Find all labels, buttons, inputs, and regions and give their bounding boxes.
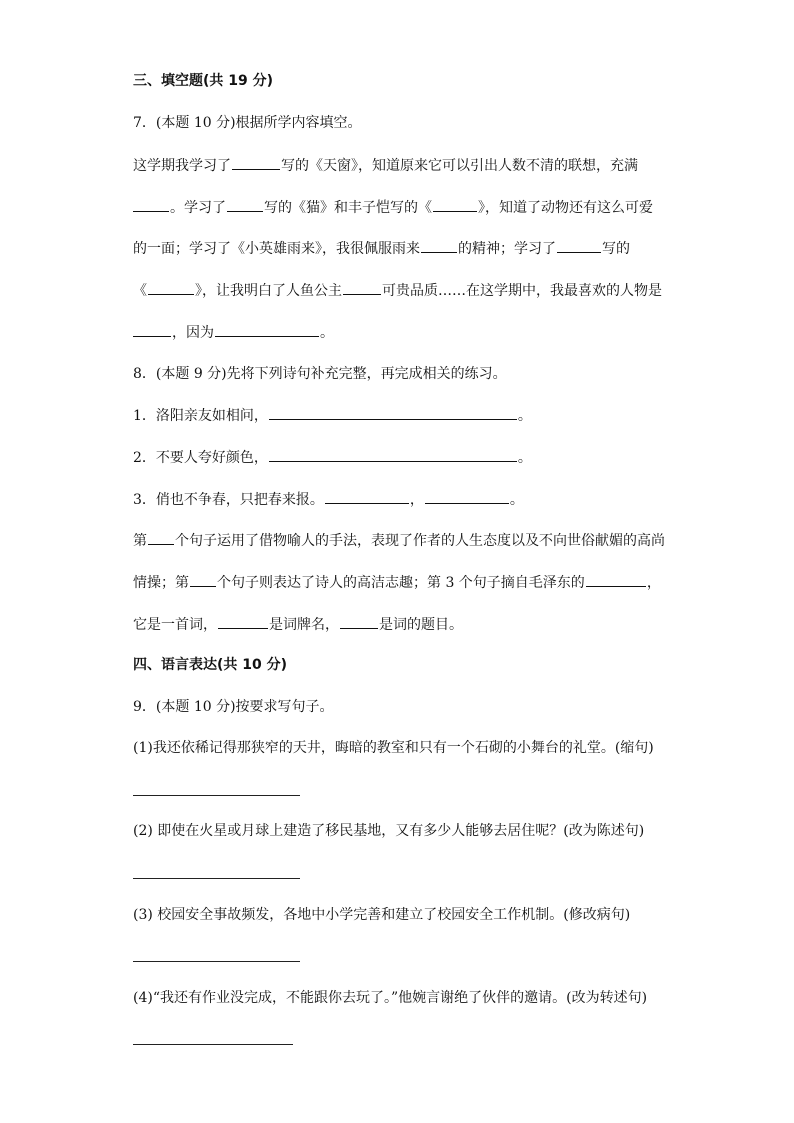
q9-item-4: (4)“我还有作业没完成，不能跟你去玩了。”他婉言谢绝了伙伴的邀请。(改为转述句) [133, 990, 648, 1006]
answer-line-3[interactable] [133, 961, 300, 962]
text: 。 [517, 408, 532, 424]
text: 。学习了 [170, 200, 226, 216]
q8-line-2 [133, 572, 661, 593]
text: 写的《猫》和丰子恺写的《 [264, 200, 432, 216]
text: 第 [133, 533, 147, 549]
text: 2．不要人夸好颜色， [133, 450, 268, 466]
text: 》，让我明白了人鱼公主 [195, 283, 342, 299]
blank[interactable] [133, 322, 171, 337]
text: 的一面；学习了《小英雄雨来》，我很佩服雨来 [133, 241, 420, 257]
q8-line-1 [133, 530, 665, 551]
blank[interactable] [232, 155, 280, 170]
q7-line-5 [133, 322, 334, 343]
text: 情操；第 [133, 575, 189, 591]
answer-line-1[interactable] [133, 795, 300, 796]
blank[interactable] [148, 280, 194, 295]
q7-line-1 [133, 155, 638, 176]
blank[interactable] [218, 614, 268, 629]
text: 。 [320, 325, 334, 341]
section-4-title: 四、语言表达(共 10 分) [133, 657, 288, 673]
blank[interactable] [425, 489, 509, 504]
blank[interactable] [148, 530, 174, 545]
answer-line-2[interactable] [133, 878, 300, 879]
blank[interactable] [433, 197, 477, 212]
q8-poem-1 [133, 405, 532, 426]
blank[interactable] [133, 197, 169, 212]
blank[interactable] [421, 238, 457, 253]
section-3-title: 三、填空题(共 19 分) [133, 73, 274, 89]
text: ，因为 [172, 325, 214, 341]
blank[interactable] [227, 197, 263, 212]
q9-heading: 9．(本题 10 分)按要求写句子。 [133, 699, 334, 715]
text: 。 [517, 450, 532, 466]
text: 。 [509, 492, 524, 508]
text: 是词的题目。 [379, 617, 463, 633]
text: 是词牌名， [269, 617, 339, 633]
q9-item-2: (2) 即使在火星或月球上建造了移民基地，又有多少人能够去居住呢？(改为陈述句) [133, 823, 645, 839]
text: 1．洛阳亲友如相问， [133, 408, 268, 424]
blank[interactable] [557, 238, 601, 253]
q8-heading: 8．(本题 9 分)先将下列诗句补充完整，再完成相关的练习。 [133, 366, 507, 382]
answer-line-4[interactable] [133, 1044, 293, 1045]
blank[interactable] [269, 447, 517, 462]
blank[interactable] [215, 322, 319, 337]
text: 个句子运用了借物喻人的手法，表现了作者的人生态度以及不向世俗献媚的高尚 [175, 533, 665, 549]
text: 3．俏也不争春，只把春来报。 [133, 492, 324, 508]
text: 可贵品质……在这学期中，我最喜欢的人物是 [382, 283, 662, 299]
q9-item-3: (3) 校园安全事故频发，各地中小学完善和建立了校园安全工作机制。(修改病句) [133, 907, 631, 923]
text: 的精神；学习了 [458, 241, 556, 257]
blank[interactable] [190, 572, 216, 587]
text: 《 [133, 283, 147, 299]
text: 写的 [602, 241, 630, 257]
blank[interactable] [343, 280, 381, 295]
q9-item-1: (1)我还依稀记得那狭窄的天井，晦暗的教室和只有一个石砌的小舞台的礼堂。(缩句) [133, 740, 654, 756]
q7-line-2 [133, 197, 653, 218]
q8-line-3 [133, 614, 463, 635]
q8-poem-3 [133, 489, 524, 510]
text: 写的《天窗》，知道原来它可以引出人数不清的联想，充满 [281, 158, 638, 174]
blank[interactable] [586, 572, 646, 587]
blank[interactable] [325, 489, 409, 504]
text: 》，知道了动物还有这么可爱 [478, 200, 653, 216]
text: 个句子则表达了诗人的高洁志趣；第 3 个句子摘自毛泽东的 [217, 575, 585, 591]
q7-line-3 [133, 238, 630, 259]
q8-poem-2 [133, 447, 532, 468]
text: 这学期我学习了 [133, 158, 231, 174]
q7-line-4 [133, 280, 662, 301]
text: ， [409, 492, 424, 508]
text: ， [646, 575, 661, 591]
q7-heading: 7．(本题 10 分)根据所学内容填空。 [133, 115, 362, 131]
text: 它是一首词， [133, 617, 217, 633]
blank[interactable] [269, 405, 517, 420]
blank[interactable] [340, 614, 378, 629]
